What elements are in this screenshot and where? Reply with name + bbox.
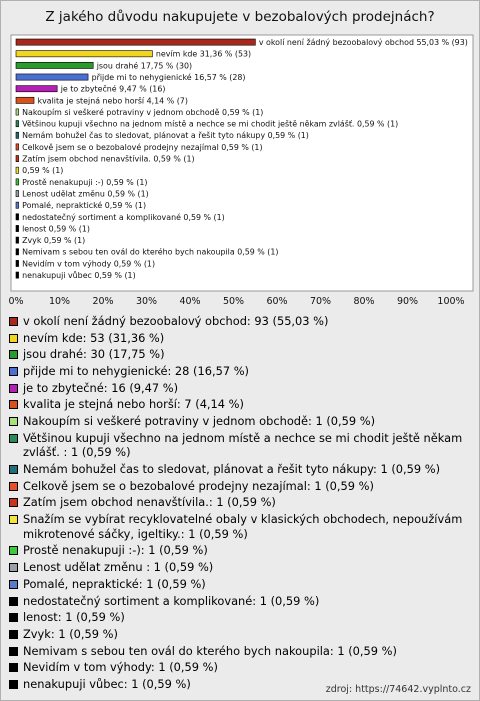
legend-label: je to zbytečné: 16 (9,47 %) bbox=[23, 380, 179, 395]
legend-label: Lenost udělat změnu : 1 (0,59 %) bbox=[23, 560, 214, 575]
legend-label: Nemám bohužel čas to sledovat, plánovat a řešit tyto nákupy: 1 (0,59 %) bbox=[23, 462, 441, 477]
legend-item bbox=[9, 543, 475, 558]
legend-item bbox=[9, 462, 475, 477]
bar-label-14: Lenost udělat změnu 0,59 % (1) bbox=[22, 189, 149, 199]
legend-swatch bbox=[9, 563, 18, 572]
bar-6 bbox=[16, 97, 34, 103]
bar-14 bbox=[16, 190, 19, 196]
bar-label-12: 0,59 % (1) bbox=[22, 166, 64, 176]
legend-swatch bbox=[9, 334, 18, 343]
bar-15 bbox=[16, 202, 19, 208]
legend-item bbox=[9, 414, 475, 429]
x-tick-label: 0% bbox=[8, 296, 24, 307]
x-tick-label: 100% bbox=[437, 296, 465, 307]
bar-5 bbox=[16, 86, 57, 92]
legend-item bbox=[9, 610, 475, 625]
bar-3 bbox=[16, 62, 93, 68]
legend-swatch bbox=[9, 630, 18, 639]
bar-10 bbox=[16, 144, 19, 150]
legend-label: Nevidím v tom výhody: 1 (0,59 %) bbox=[23, 660, 218, 675]
legend-label: Zvyk: 1 (0,59 %) bbox=[23, 626, 118, 641]
legend-label: Většinou kupuji všechno na jednom místě a nechce se mi chodit ještě někam zvlášť. : 1 (0,59 %) bbox=[23, 430, 463, 460]
legend-swatch bbox=[9, 613, 18, 622]
x-tick-label: 80% bbox=[353, 296, 375, 307]
x-tick-label: 40% bbox=[179, 296, 201, 307]
chart-title: Z jakého důvodu nakupujete v bezobalových prodejnách? bbox=[45, 9, 435, 25]
x-tick-label: 20% bbox=[92, 296, 114, 307]
legend-swatch bbox=[9, 434, 18, 443]
bar-label-16: nedostatečný sortiment a komplikované 0,59 % (1) bbox=[22, 212, 225, 222]
x-tick-label: 70% bbox=[309, 296, 332, 307]
bar-label-8: Většinou kupuji všechno na jednom místě a nechce se mi chodit ještě někam zvlášť. 0,59 % (1) bbox=[22, 119, 399, 129]
legend-label: nedostatečný sortiment a komplikované: 1 (0,59 %) bbox=[23, 593, 320, 608]
bar-13 bbox=[16, 179, 19, 185]
legend-swatch bbox=[9, 498, 18, 507]
legend-swatch bbox=[9, 417, 18, 426]
legend-swatch bbox=[9, 515, 18, 524]
legend-item bbox=[9, 627, 475, 642]
bar-18 bbox=[16, 237, 19, 243]
x-tick-label: 30% bbox=[135, 296, 158, 307]
bar-7 bbox=[16, 109, 19, 115]
legend-swatch bbox=[9, 663, 18, 672]
legend-swatch bbox=[9, 400, 18, 409]
legend-item bbox=[9, 660, 475, 675]
legend-swatch bbox=[9, 367, 18, 376]
bar-label-19: Nemivam s sebou ten ovál do kterého bych nakoupila 0,59 % (1) bbox=[22, 247, 279, 257]
x-tick-label: 50% bbox=[222, 296, 245, 307]
source-note: zdroj: https://74642.vyplnto.cz bbox=[325, 684, 471, 695]
bar-label-10: Celkově jsem se o bezobalové prodejny nezajímal 0,59 % (1) bbox=[22, 142, 263, 152]
legend-label: v okolí není žádný bezoobalový obchod: 93 (55,03 %) bbox=[23, 314, 329, 328]
bar-label-5: je to zbytečné 9,47 % (16) bbox=[60, 84, 166, 94]
legend-label: Pomalé, nepraktické: 1 (0,59 %) bbox=[23, 576, 206, 591]
legend-label: nenakupuji vůbec: 1 (0,59 %) bbox=[23, 676, 191, 691]
legend-label: jsou drahé: 30 (17,75 %) bbox=[23, 347, 165, 362]
legend-label: Zatím jsem obchod nenavštívila.: 1 (0,59 %) bbox=[23, 495, 276, 510]
legend-label: kvalita je stejná nebo horší: 7 (4,14 %) bbox=[23, 397, 244, 412]
legend-item bbox=[9, 397, 475, 412]
legend-label: přijde mi to nehygienické: 28 (16,57 %) bbox=[23, 364, 249, 379]
bar-21 bbox=[16, 272, 19, 278]
bar-label-4: přijde mi to nehygienické 16,57 % (28) bbox=[91, 72, 246, 82]
bar-16 bbox=[16, 214, 19, 220]
bar-label-18: Zvyk 0,59 % (1) bbox=[22, 236, 86, 246]
legend-item bbox=[9, 331, 475, 346]
legend-label: Celkově jsem se o bezobalové prodejny nezajímal: 1 (0,59 %) bbox=[23, 478, 374, 493]
bar-label-3: jsou drahé 17,75 % (30) bbox=[96, 61, 193, 71]
bar-label-9: Nemám bohužel čas to sledovat, plánovat a řešit tyto nákupy 0,59 % (1) bbox=[22, 131, 309, 141]
legend-label: Nakoupím si veškeré potraviny v jednom obchodě: 1 (0,59 %) bbox=[23, 414, 376, 429]
legend-label: Snažím se vybírat recyklovatelné obaly v klasických obchodech, nepoužívám mikrotenové sáčky, igeltiky.: 1 (0,59 %) bbox=[23, 512, 463, 541]
legend-label: Prostě nenakupuji :-): 1 (0,59 %) bbox=[23, 543, 208, 558]
bar-chart bbox=[1, 1, 479, 313]
legend-item bbox=[9, 577, 475, 592]
legend-swatch bbox=[9, 597, 18, 606]
bar-11 bbox=[16, 156, 19, 162]
bar-20 bbox=[16, 260, 19, 266]
bar-label-11: Zatím jsem obchod nenavštívila. 0,59 % (1) bbox=[22, 154, 195, 164]
legend-label: nevím kde: 53 (31,36 %) bbox=[23, 330, 165, 345]
legend-swatch bbox=[9, 317, 18, 326]
legend-item bbox=[9, 594, 475, 609]
bar-9 bbox=[16, 132, 19, 138]
bar-label-17: lenost 0,59 % (1) bbox=[22, 224, 90, 234]
legend-item bbox=[9, 495, 475, 510]
legend-swatch bbox=[9, 350, 18, 359]
legend-label: lenost: 1 (0,59 %) bbox=[23, 610, 125, 625]
bar-label-13: Prostě nenakupuji :-) 0,59 % (1) bbox=[22, 177, 148, 187]
legend-label: Nemivam s sebou ten ovál do kterého bych nakoupila: 1 (0,59 %) bbox=[23, 643, 397, 658]
bar-label-6: kvalita je stejná nebo horší 4,14 % (7) bbox=[37, 96, 188, 106]
legend-swatch bbox=[9, 546, 18, 555]
bar-8 bbox=[16, 121, 19, 127]
x-tick-label: 10% bbox=[48, 296, 71, 307]
bar-label-20: Nevidím v tom výhody 0,59 % (1) bbox=[22, 259, 156, 269]
bar-label-21: nenakupuji vůbec 0,59 % (1) bbox=[22, 271, 136, 280]
legend-item bbox=[9, 347, 475, 362]
bar-label-15: Pomalé, nepraktické 0,59 % (1) bbox=[22, 201, 147, 211]
legend-item bbox=[9, 560, 475, 575]
bar-2 bbox=[16, 51, 152, 57]
legend-item bbox=[9, 381, 475, 396]
legend-item bbox=[9, 644, 475, 659]
legend-swatch bbox=[9, 482, 18, 491]
bar-1 bbox=[16, 39, 255, 45]
bar-12 bbox=[16, 167, 19, 173]
legend-item bbox=[9, 431, 475, 460]
legend-swatch bbox=[9, 465, 18, 474]
legend-swatch bbox=[9, 384, 18, 393]
bar-19 bbox=[16, 249, 19, 255]
legend-swatch bbox=[9, 680, 18, 689]
legend bbox=[9, 314, 475, 694]
legend-item bbox=[9, 512, 475, 541]
legend-item bbox=[9, 364, 475, 379]
legend-swatch bbox=[9, 580, 18, 589]
bar-label-2: nevím kde 31,36 % (53) bbox=[155, 49, 252, 59]
x-tick-label: 90% bbox=[396, 296, 419, 307]
legend-swatch bbox=[9, 647, 18, 656]
bar-label-7: Nakoupím si veškeré potraviny v jednom obchodě 0,59 % (1) bbox=[22, 107, 264, 117]
bar-4 bbox=[16, 74, 88, 80]
bar-17 bbox=[16, 225, 19, 231]
bar-label-1: v okolí není žádný bezoobalový obchod 55,03 % (93) bbox=[258, 38, 468, 47]
x-tick-label: 60% bbox=[266, 296, 288, 307]
legend-item bbox=[9, 314, 475, 329]
legend-item bbox=[9, 479, 475, 494]
